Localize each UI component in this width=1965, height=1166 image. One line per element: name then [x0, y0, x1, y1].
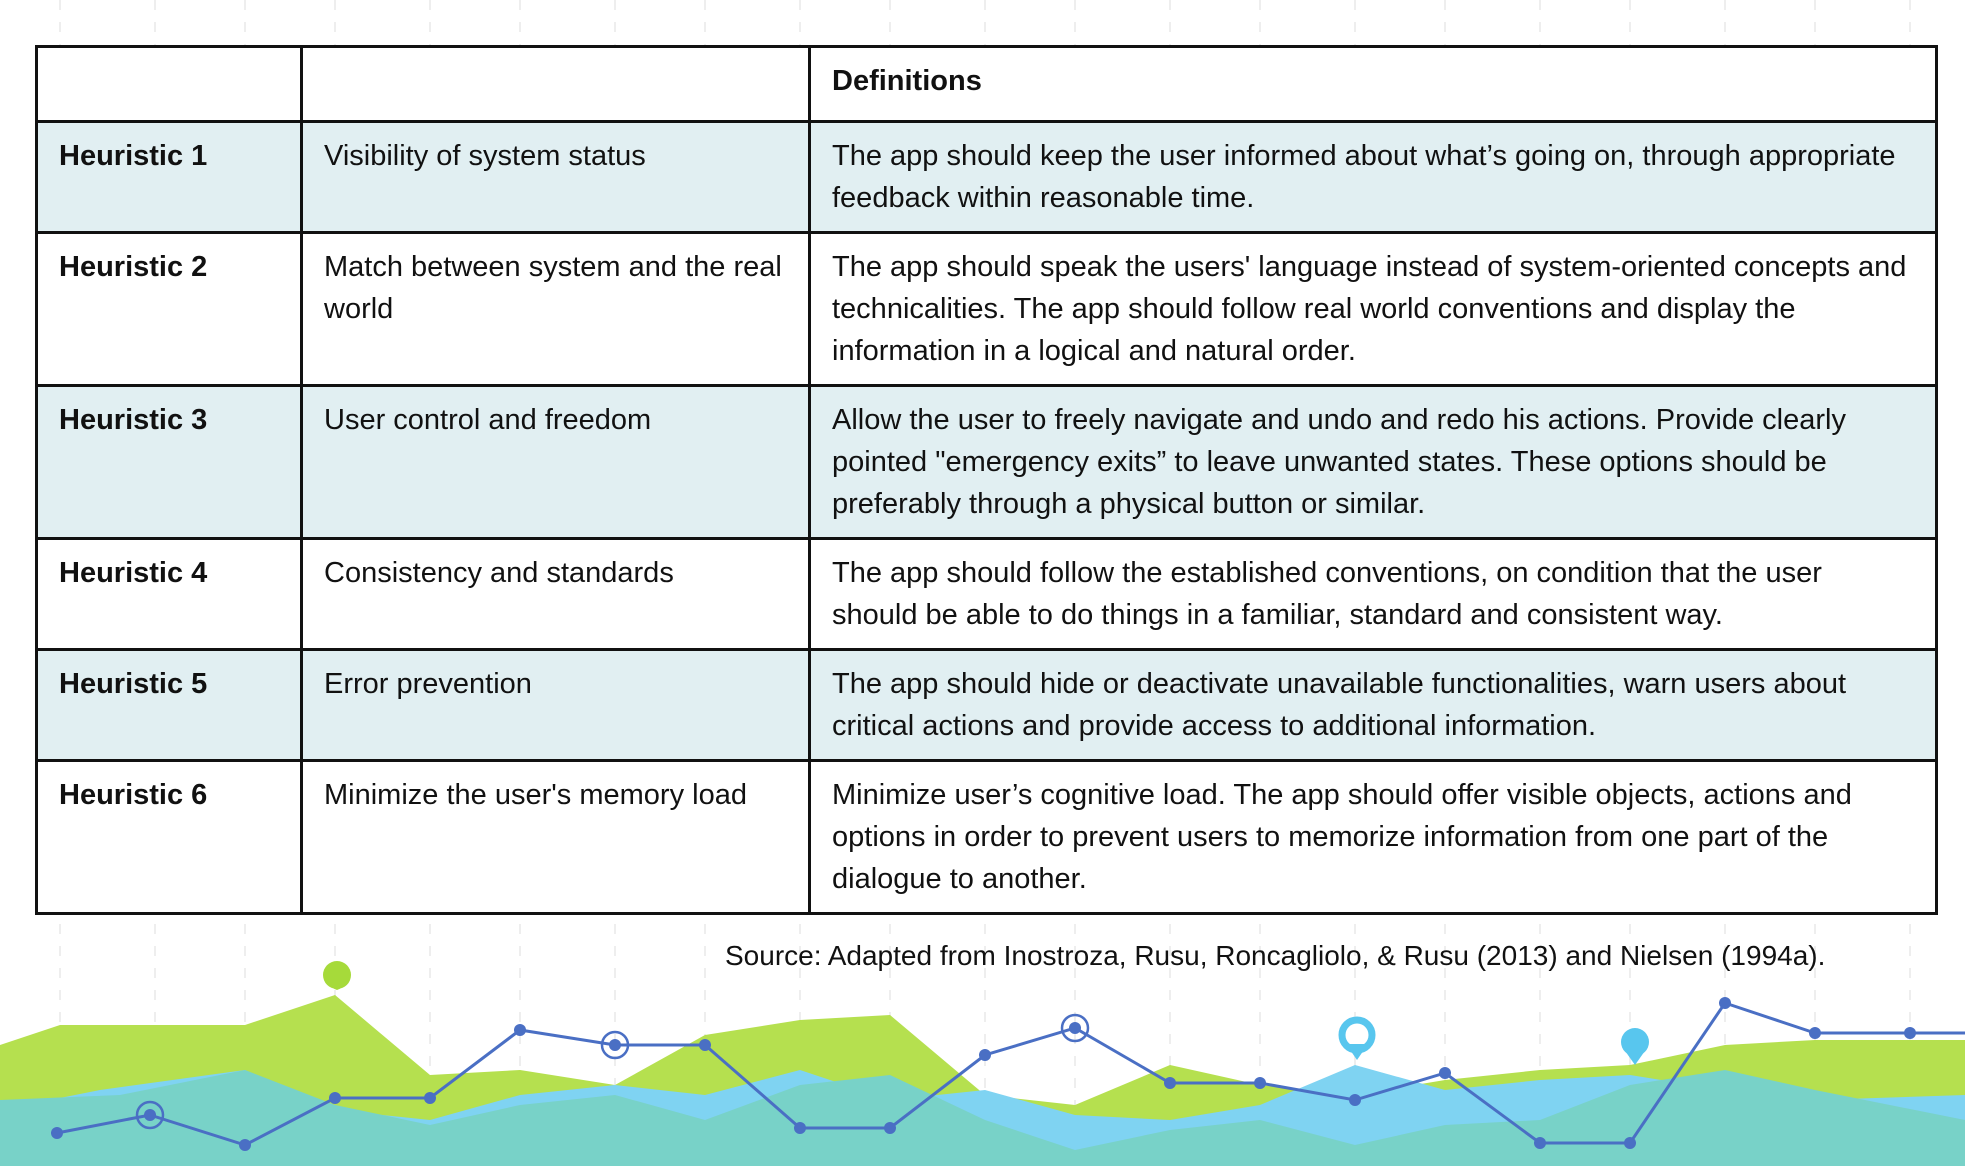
trend-point: [1904, 1027, 1916, 1039]
trend-point: [329, 1092, 341, 1104]
heuristic-definition: The app should hide or deactivate unavailable functionalities, warn users about critical actions and provide access to additional information.: [810, 650, 1937, 761]
trend-point: [609, 1039, 621, 1051]
heuristics-table: [35, 45, 1938, 915]
heuristic-id: Heuristic 5: [37, 650, 302, 761]
trend-point: [514, 1024, 526, 1036]
header-cell-definitions: Definitions: [810, 47, 1937, 122]
table-header-row: [37, 47, 1937, 122]
heuristic-name: Visibility of system status: [302, 122, 810, 233]
trend-point: [1624, 1137, 1636, 1149]
heuristic-id: Heuristic 4: [37, 539, 302, 650]
heuristic-definition: The app should keep the user informed about what’s going on, through appropriate feedback within reasonable time.: [810, 122, 1937, 233]
heuristic-id: Heuristic 3: [37, 386, 302, 539]
trend-point: [1809, 1027, 1821, 1039]
map-pin-icon: [323, 961, 351, 990]
heuristic-name: Minimize the user's memory load: [302, 761, 810, 914]
header-cell-heuristic: [37, 47, 302, 122]
trend-point: [1164, 1077, 1176, 1089]
trend-point: [51, 1127, 63, 1139]
trend-point: [979, 1049, 991, 1061]
trend-point: [794, 1122, 806, 1134]
heuristic-name: User control and freedom: [302, 386, 810, 539]
trend-point: [424, 1092, 436, 1104]
heuristic-definition: Allow the user to freely navigate and undo and redo his actions. Provide clearly pointed "emergency exits” to leave unwanted states. These options should be preferably through a physical button or similar.: [810, 386, 1937, 539]
trend-point: [884, 1122, 896, 1134]
table-row: [37, 539, 1937, 650]
trend-point: [1254, 1077, 1266, 1089]
source-citation: Source: Adapted from Inostroza, Rusu, Roncagliolo, & Rusu (2013) and Nielsen (1994a).: [725, 940, 1826, 971]
map-pin-icon: [1342, 1020, 1372, 1060]
heuristic-definition: Minimize user’s cognitive load. The app should offer visible objects, actions and options in order to prevent users to memorize information from one part of the dialogue to another.: [810, 761, 1937, 914]
header-cell-principle: [302, 47, 810, 122]
heuristic-id: Heuristic 6: [37, 761, 302, 914]
table-row: [37, 233, 1937, 386]
heuristic-id: Heuristic 2: [37, 233, 302, 386]
trend-point: [1349, 1094, 1361, 1106]
heuristics-table-container: [35, 45, 1935, 915]
trend-point: [1069, 1022, 1081, 1034]
map-pin-icon: [1621, 1028, 1649, 1065]
table-row: [37, 122, 1937, 233]
trend-point: [699, 1039, 711, 1051]
heuristic-id: Heuristic 1: [37, 122, 302, 233]
table-row: [37, 761, 1937, 914]
table-row: [37, 650, 1937, 761]
table-row: [37, 386, 1937, 539]
heuristic-name: Consistency and standards: [302, 539, 810, 650]
trend-point: [144, 1109, 156, 1121]
trend-point: [239, 1139, 251, 1151]
heuristic-definition: The app should speak the users' language instead of system-oriented concepts and technicalities. The app should follow real world conventions and display the information in a logical and natural order.: [810, 233, 1937, 386]
trend-point: [1534, 1137, 1546, 1149]
heuristic-name: Error prevention: [302, 650, 810, 761]
trend-point: [1439, 1067, 1451, 1079]
heuristic-definition: The app should follow the established conventions, on condition that the user should be able to do things in a familiar, standard and consistent way.: [810, 539, 1937, 650]
trend-point: [1719, 997, 1731, 1009]
heuristic-name: Match between system and the real world: [302, 233, 810, 386]
